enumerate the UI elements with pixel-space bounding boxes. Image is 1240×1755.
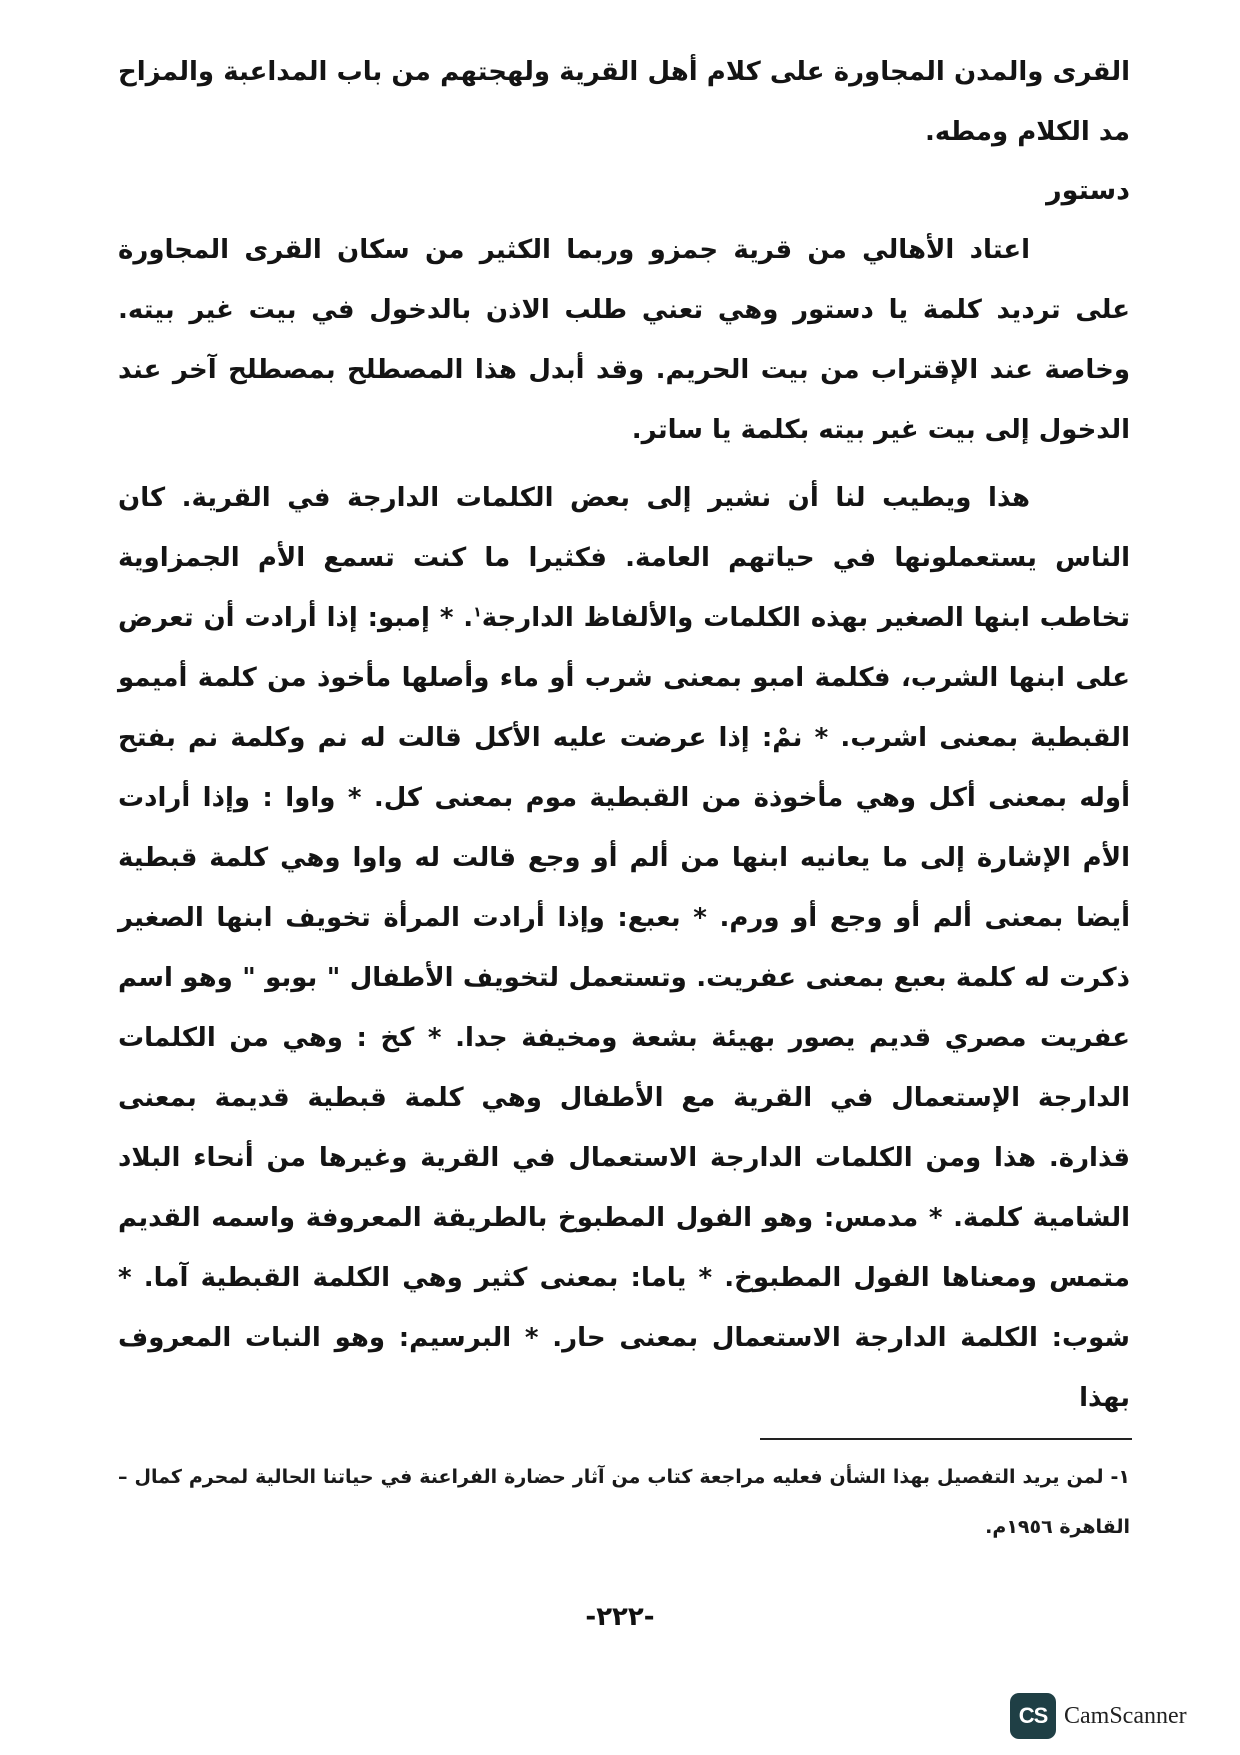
paragraph-continuation: القرى والمدن المجاورة على كلام أهل القرية ولهجتهم من باب المداعبة والمزاح مد الكلام ومطه.: [118, 57, 1130, 147]
paragraph-text-before-note: هذا ويطيب لنا أن نشير إلى بعض الكلمات الدارجة في القرية. كان الناس يستعملونها في حياتهم العامة. فكثيرا ما كنت تسمع الأم الجمزاوية تخاطب ابنها الصغير بهذه الكلمات والألفاظ الدارجة: [118, 483, 1130, 633]
camscanner-app-name: CamScanner: [1064, 1702, 1187, 1729]
main-text: [118, 42, 1130, 1428]
camscanner-logo-icon: [1010, 1693, 1056, 1739]
camscanner-watermark: [1010, 1692, 1187, 1740]
footnote: [118, 1452, 1130, 1552]
footnote-marker: ١: [473, 604, 482, 621]
footnote-divider: [760, 1438, 1132, 1440]
paragraph-dialect-words: [118, 468, 1130, 1428]
section-heading: دستور: [1046, 175, 1130, 206]
page-number: -٢٢٢-: [585, 1602, 655, 1632]
footnote-text: ١- لمن يريد التفصيل بهذا الشأن فعليه مراجعة كتاب من آثار حضارة الفراعنة في حياتنا الحالية لمحرم كمال – القاهرة ١٩٥٦م.: [118, 1466, 1130, 1538]
paragraph-text-after-note: . * إمبو: إذا أرادت أن تعرض على ابنها الشرب، فكلمة امبو بمعنى شرب أو ماء وأصلها مأخوذ من كلمة أميمو القبطية بمعنى اشرب. * نمْ: إذا عرضت عليه الأكل قالت له نم وكلمة نم بفتح أوله بمعنى أكل وهي مأخوذة من القبطية موم بمعنى كل. * واوا : وإذا أرادت الأم الإشارة إلى ما يعانيه ابنها من ألم أو وجع قالت له واوا وهي كلمة قبطية أيضا بمعنى ألم أو وجع أو ورم. * بعبع: وإذا أرادت المرأة تخويف ابنها الصغير ذكرت له كلمة بعبع بمعنى عفريت. وتستعمل لتخويف الأطفال " بوبو " وهو اسم عفريت مصري قديم يصور بهيئة بشعة ومخيفة جدا. * كخ : وهي من الكلمات الدارجة الإستعمال في القرية مع الأطفال وهي كلمة قبطية قديمة بمعنى قذارة. هذا ومن الكلمات الدارجة الاستعمال في القرية وغيرها من أنحاء البلاد الشامية كلمة. * مدمس: وهو الفول المطبوخ بالطريقة المعروفة واسمه القديم متمس ومعناها الفول المطبوخ. * ياما: بمعنى كثير وهي الكلمة القبطية آما. * شوب: الكلمة الدارجة الاستعمال بمعنى حار. * البرسيم: وهو النبات المعروف بهذا: [118, 603, 1130, 1413]
paragraph-spacer: [118, 460, 1130, 468]
camscanner-logo-text: CS: [1018, 1703, 1048, 1728]
paragraph-dastour: اعتاد الأهالي من قرية جمزو وربما الكثير من سكان القرى المجاورة على ترديد كلمة يا دستور وهي تعني طلب الاذن بالدخول في بيت غير بيته. وخاصة عند الإقتراب من بيت الحريم. وقد أبدل هذا المصطلح بمصطلح آخر عند الدخول إلى بيت غير بيته بكلمة يا ساتر.: [118, 235, 1130, 445]
